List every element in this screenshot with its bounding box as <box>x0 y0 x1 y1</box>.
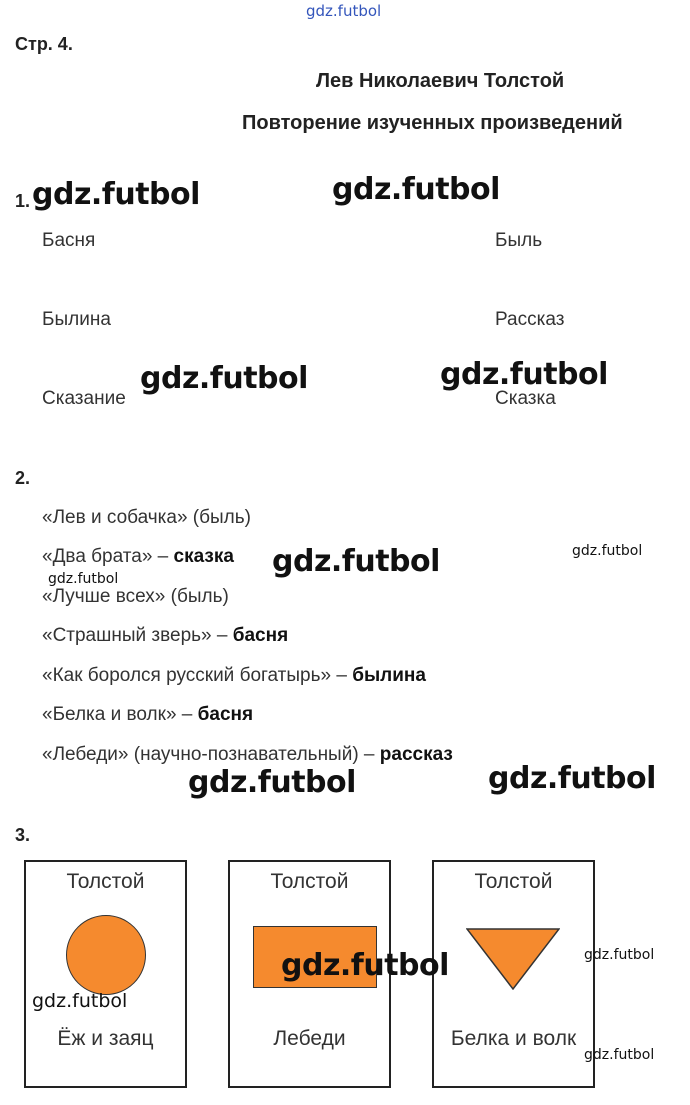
genre-item: Сказание <box>42 388 126 409</box>
watermark-small: gdz.futbol <box>572 543 643 559</box>
card-title: Лебеди <box>273 1027 346 1050</box>
watermark: gdz.futbol <box>440 357 608 392</box>
watermark-top: gdz.futbol <box>306 2 382 20</box>
watermark-small: gdz.futbol <box>32 990 128 1012</box>
task-1-number: 1. <box>15 191 31 211</box>
work-genre: (быль) <box>192 507 251 528</box>
work-item: «Лебеди» (научно-познавательный) – рассказ <box>42 744 453 765</box>
card-author: Толстой <box>474 870 553 893</box>
genre-item: Рассказ <box>495 309 565 330</box>
work-item: «Страшный зверь» – басня <box>42 625 289 646</box>
page-label: Стр. 4. <box>15 34 73 54</box>
genre-item: Сказка <box>495 388 556 409</box>
work-item <box>42 507 251 529</box>
circle-shape <box>66 915 146 995</box>
watermark: gdz.futbol <box>332 172 500 207</box>
work-item <box>42 586 229 608</box>
card-author: Толстой <box>66 870 145 893</box>
work-title: «Белка и волк» <box>42 704 177 725</box>
watermark-small: gdz.futbol <box>584 947 655 963</box>
subtitle-heading: Повторение изученных произведений <box>242 112 623 134</box>
book-card <box>432 860 595 1088</box>
work-genre: басня <box>197 704 254 725</box>
watermark-small: gdz.futbol <box>48 571 119 587</box>
watermark-small: gdz.futbol <box>584 1047 655 1063</box>
watermark: gdz.futbol <box>32 177 200 212</box>
work-title: «Страшный зверь» <box>42 625 212 646</box>
work-item: «Как боролся русский богатырь» – былина <box>42 665 426 686</box>
watermark: gdz.futbol <box>488 761 656 796</box>
genre-item: Быль <box>495 230 543 251</box>
genre-item: Былина <box>42 309 111 330</box>
card-title: Ёж и заяц <box>57 1027 154 1050</box>
watermark: gdz.futbol <box>272 544 440 579</box>
watermark: gdz.futbol <box>281 948 449 983</box>
work-genre: рассказ <box>379 744 453 765</box>
genre-item: Басня <box>42 230 96 251</box>
card-title: Белка и волк <box>450 1027 577 1050</box>
work-title: «Два брата» <box>42 546 153 567</box>
watermark: gdz.futbol <box>188 765 356 800</box>
work-item: «Два брата» – сказка <box>42 546 234 567</box>
work-genre: басня <box>232 625 289 646</box>
work-genre: сказка <box>173 546 234 567</box>
card-author: Толстой <box>270 870 349 893</box>
book-card <box>24 860 187 1088</box>
task-2-number: 2. <box>15 468 31 488</box>
triangle-shape <box>466 928 560 990</box>
work-title: «Лев и собачка» <box>42 507 188 528</box>
watermark: gdz.futbol <box>140 361 308 396</box>
work-genre: (быль) <box>170 586 229 607</box>
author-heading: Лев Николаевич Толстой <box>316 70 565 92</box>
work-item: «Белка и волк» – басня <box>42 704 254 725</box>
work-title: «Лебеди» (научно-познавательный) <box>42 744 359 765</box>
work-title: «Как боролся русский богатырь» <box>42 665 332 686</box>
work-genre: былина <box>352 665 426 686</box>
task-3-number: 3. <box>15 825 31 845</box>
work-title: «Лучше всех» <box>42 586 166 607</box>
